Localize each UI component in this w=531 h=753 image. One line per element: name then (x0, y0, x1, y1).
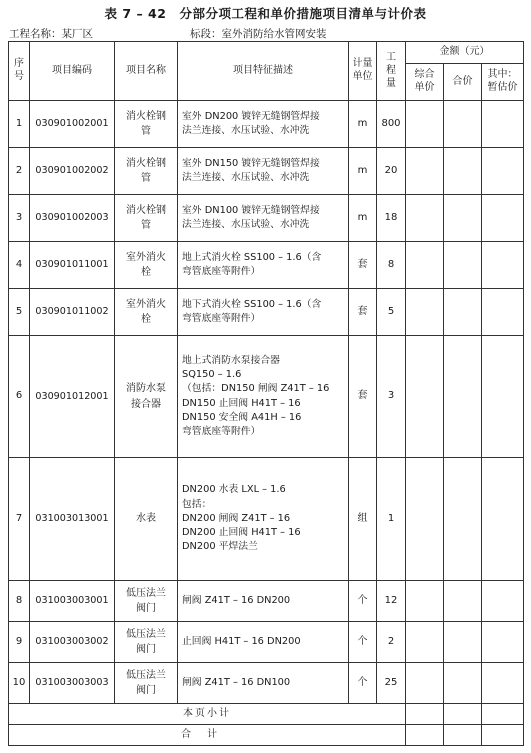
cell-code: 030901012001 (30, 336, 115, 458)
table-row (9, 289, 524, 336)
desc-line: （包括：DN150 闸阀 Z41T – 16 (182, 383, 330, 395)
cell-code: 030901002001 (30, 101, 115, 148)
cell-unit-price (406, 581, 444, 622)
desc-line: 弯管底座等附件） (182, 313, 261, 324)
cell-temp-price (482, 289, 524, 336)
item-name-text: 低压法兰阀门 (126, 587, 166, 614)
cell-desc (178, 289, 349, 336)
cell-total (444, 581, 482, 622)
cell-desc (178, 195, 349, 242)
grand-total-label: 合计 (9, 725, 406, 746)
desc-line: 室外 DN150 镀锌无缝钢管焊接 (182, 157, 320, 169)
cell-unit: m (349, 195, 377, 242)
desc-line: DN200 闸阀 Z41T – 16 (182, 512, 291, 524)
item-name-text: 消防水泵接合器 (126, 383, 166, 410)
cell-qty: 12 (377, 581, 406, 622)
item-name-text: 低压法兰阀门 (126, 669, 166, 696)
header-qty: 工程量 (377, 42, 406, 101)
cell-code: 030901002003 (30, 195, 115, 242)
cell-total (444, 622, 482, 663)
table-row (9, 148, 524, 195)
cell-desc (178, 458, 349, 581)
cell-qty: 20 (377, 148, 406, 195)
cell-unit: 套 (349, 289, 377, 336)
desc-line: 法兰连接、水压试验、水冲洗 (182, 125, 310, 136)
cell-name (115, 581, 178, 622)
item-name-text: 低压法兰阀门 (126, 628, 166, 655)
desc-line: 闸阀 Z41T – 16 DN200 (182, 594, 291, 606)
item-name-text: 消火栓钢管 (126, 204, 166, 231)
desc-line: 止回阀 H41T – 16 DN200 (182, 635, 301, 647)
desc-line: 闸阀 Z41T – 16 DN100 (182, 676, 291, 688)
desc-line: 法兰连接、水压试验、水冲洗 (182, 219, 310, 230)
grand-total-total (444, 725, 482, 746)
header-temp-price: 其中：暂估价 (482, 64, 524, 101)
desc-line: 包括： (182, 498, 212, 510)
cell-seq: 2 (9, 148, 30, 195)
table-row (9, 458, 524, 581)
cell-seq: 5 (9, 289, 30, 336)
cell-name (115, 148, 178, 195)
cell-qty: 1 (377, 458, 406, 581)
cell-code: 030901011001 (30, 242, 115, 289)
header-unit: 计量单位 (349, 42, 377, 101)
cell-unit: 个 (349, 663, 377, 704)
desc-line: 地下式消火栓 SS100 – 1.6（含 (182, 298, 322, 310)
desc-line: 地上式消火栓 SS100 – 1.6（含 (182, 251, 322, 263)
cell-qty: 2 (377, 622, 406, 663)
table-title: 表 7 – 42 分部分项工程和单价措施项目清单与计价表 (104, 6, 427, 21)
cell-name (115, 336, 178, 458)
desc-line: 法兰连接、水压试验、水冲洗 (182, 172, 310, 183)
desc-line: DN150 安全阀 A41H – 16 (182, 411, 302, 423)
cell-unit-price (406, 458, 444, 581)
cell-total (444, 148, 482, 195)
cell-seq: 8 (9, 581, 30, 622)
cell-name (115, 195, 178, 242)
cell-code: 031003013001 (30, 458, 115, 581)
cell-name (115, 663, 178, 704)
item-name-text: 室外消火栓 (126, 251, 166, 278)
cell-temp-price (482, 336, 524, 458)
cell-temp-price (482, 242, 524, 289)
page-subtotal-unit-price (406, 704, 444, 725)
cell-unit-price (406, 242, 444, 289)
cell-code: 030901002002 (30, 148, 115, 195)
grand-total-unit-price (406, 725, 444, 746)
cell-unit: 个 (349, 581, 377, 622)
cell-code: 031003003001 (30, 581, 115, 622)
cell-unit: 组 (349, 458, 377, 581)
cell-temp-price (482, 622, 524, 663)
cell-desc (178, 242, 349, 289)
page-subtotal-label: 本页小计 (9, 704, 406, 725)
table-row (9, 242, 524, 289)
cell-temp-price (482, 101, 524, 148)
cell-total (444, 336, 482, 458)
cell-desc (178, 336, 349, 458)
table-row (9, 581, 524, 622)
desc-line: DN200 水表 LXL – 1.6 (182, 484, 286, 496)
desc-line: 室外 DN100 镀锌无缝钢管焊接 (182, 204, 320, 216)
cell-unit: 个 (349, 622, 377, 663)
desc-line: 弯管底座等附件） (182, 425, 261, 437)
desc-line: SQ150 – 1.6 (182, 369, 242, 381)
cell-total (444, 101, 482, 148)
header-seq: 序号 (9, 42, 30, 101)
cell-name (115, 458, 178, 581)
desc-line: DN200 平焊法兰 (182, 541, 258, 553)
cell-temp-price (482, 663, 524, 704)
section-name: 标段：室外消防给水管网安装 (190, 28, 327, 40)
cell-qty: 800 (377, 101, 406, 148)
item-name-text: 消火栓钢管 (126, 110, 166, 137)
table-row (9, 663, 524, 704)
table-row (9, 336, 524, 458)
cell-desc (178, 581, 349, 622)
cell-name (115, 101, 178, 148)
desc-line: DN200 止回阀 H41T – 16 (182, 527, 301, 539)
item-name-text: 水表 (136, 513, 156, 525)
page-subtotal-temp (482, 704, 524, 725)
desc-line: 弯管底座等附件） (182, 266, 261, 277)
cell-temp-price (482, 195, 524, 242)
cell-total (444, 458, 482, 581)
cell-total (444, 195, 482, 242)
cell-unit: m (349, 101, 377, 148)
table-row (9, 101, 524, 148)
cell-qty: 8 (377, 242, 406, 289)
cell-code: 030901011002 (30, 289, 115, 336)
cell-desc (178, 622, 349, 663)
header-unit-price: 综合单价 (406, 64, 444, 101)
cell-seq: 10 (9, 663, 30, 704)
cell-unit-price (406, 195, 444, 242)
cell-qty: 25 (377, 663, 406, 704)
cell-total (444, 289, 482, 336)
cell-desc (178, 148, 349, 195)
header-amount: 金额（元） (406, 42, 524, 64)
item-name-text: 室外消火栓 (126, 298, 166, 325)
cell-seq: 6 (9, 336, 30, 458)
project-name: 工程名称：某厂区 (9, 28, 93, 40)
header-code: 项目编码 (30, 42, 115, 101)
cell-seq: 1 (9, 101, 30, 148)
item-name-text: 消火栓钢管 (126, 157, 166, 184)
cell-temp-price (482, 458, 524, 581)
cell-unit-price (406, 289, 444, 336)
cell-name (115, 289, 178, 336)
desc-line: DN150 止回阀 H41T – 16 (182, 397, 301, 409)
cell-unit-price (406, 622, 444, 663)
cell-seq: 4 (9, 242, 30, 289)
table-row (9, 622, 524, 663)
header-total: 合价 (444, 64, 482, 101)
cell-qty: 18 (377, 195, 406, 242)
cell-unit-price (406, 663, 444, 704)
cell-unit: 套 (349, 242, 377, 289)
cell-unit-price (406, 336, 444, 458)
cell-unit: 套 (349, 336, 377, 458)
desc-line: 地上式消防水泵接合器 (182, 354, 280, 366)
desc-line: 室外 DN200 镀锌无缝钢管焊接 (182, 110, 320, 122)
cell-unit-price (406, 148, 444, 195)
cell-unit-price (406, 101, 444, 148)
cell-qty: 5 (377, 289, 406, 336)
cell-total (444, 663, 482, 704)
cell-seq: 9 (9, 622, 30, 663)
table-row (9, 195, 524, 242)
cell-name (115, 242, 178, 289)
header-name: 项目名称 (115, 42, 178, 101)
cell-total (444, 242, 482, 289)
cell-code: 031003003003 (30, 663, 115, 704)
cell-unit: m (349, 148, 377, 195)
cell-desc (178, 101, 349, 148)
cell-desc (178, 663, 349, 704)
cell-temp-price (482, 581, 524, 622)
cell-qty: 3 (377, 336, 406, 458)
cell-seq: 7 (9, 458, 30, 581)
page-subtotal-total (444, 704, 482, 725)
header-desc: 项目特征描述 (178, 42, 349, 101)
cell-temp-price (482, 148, 524, 195)
cell-code: 031003003002 (30, 622, 115, 663)
cell-name (115, 622, 178, 663)
cell-seq: 3 (9, 195, 30, 242)
grand-total-temp (482, 725, 524, 746)
bill-of-quantities-table (8, 41, 524, 746)
